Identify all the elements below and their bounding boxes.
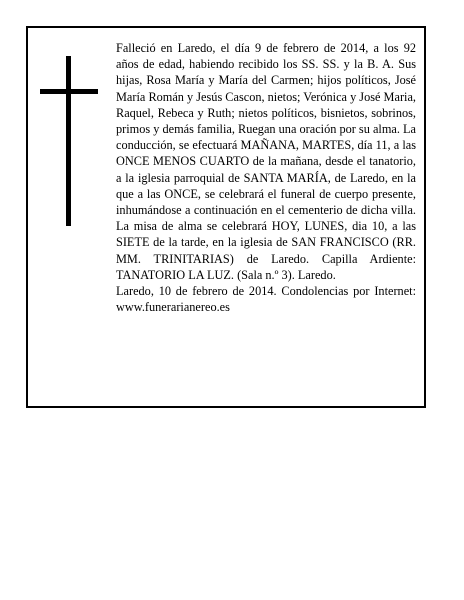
cross-vertical-bar <box>66 56 71 226</box>
notice-footer: Laredo, 10 de febrero de 2014. Condolencias por Internet: www.funerarianereo.es <box>116 284 416 315</box>
cross-horizontal-bar <box>40 89 98 94</box>
notice-text <box>116 40 416 315</box>
obituary-notice <box>26 26 426 408</box>
cross-icon <box>40 56 100 226</box>
notice-body: Falleció en Laredo, el día 9 de febrero de 2014, a los 92 años de edad, habiendo recibido los SS. SS. y la B. A. Sus hijas, Rosa María y María del Carmen; hijos políticos, José María Román y Jesús Cascon, nietos; Verónica y José Maria, Raquel, Rebeca y Ruth; nietos políticos, bisnietos, sobrinos, primos y demás familia, Ruegan una oración por su alma. La conducción, se efectuará MAÑANA, MARTES, día 11, a las ONCE MENOS CUARTO de la mañana, desde el tanatorio, a la iglesia parroquial de SANTA MARÍA, de Laredo, en la que a las ONCE, se celebrará el funeral de cuerpo presente, inhumándose a continuación en el cementerio de dicha villa. La misa de alma se celebrará HOY, LUNES, dia 10, a las SIETE de la tarde, en la iglesia de SAN FRANCISCO (RR. MM. TRINITARIAS) de Laredo. Capilla Ardiente: TANATORIO LA LUZ. (Sala n.º 3). Laredo. <box>116 41 416 282</box>
